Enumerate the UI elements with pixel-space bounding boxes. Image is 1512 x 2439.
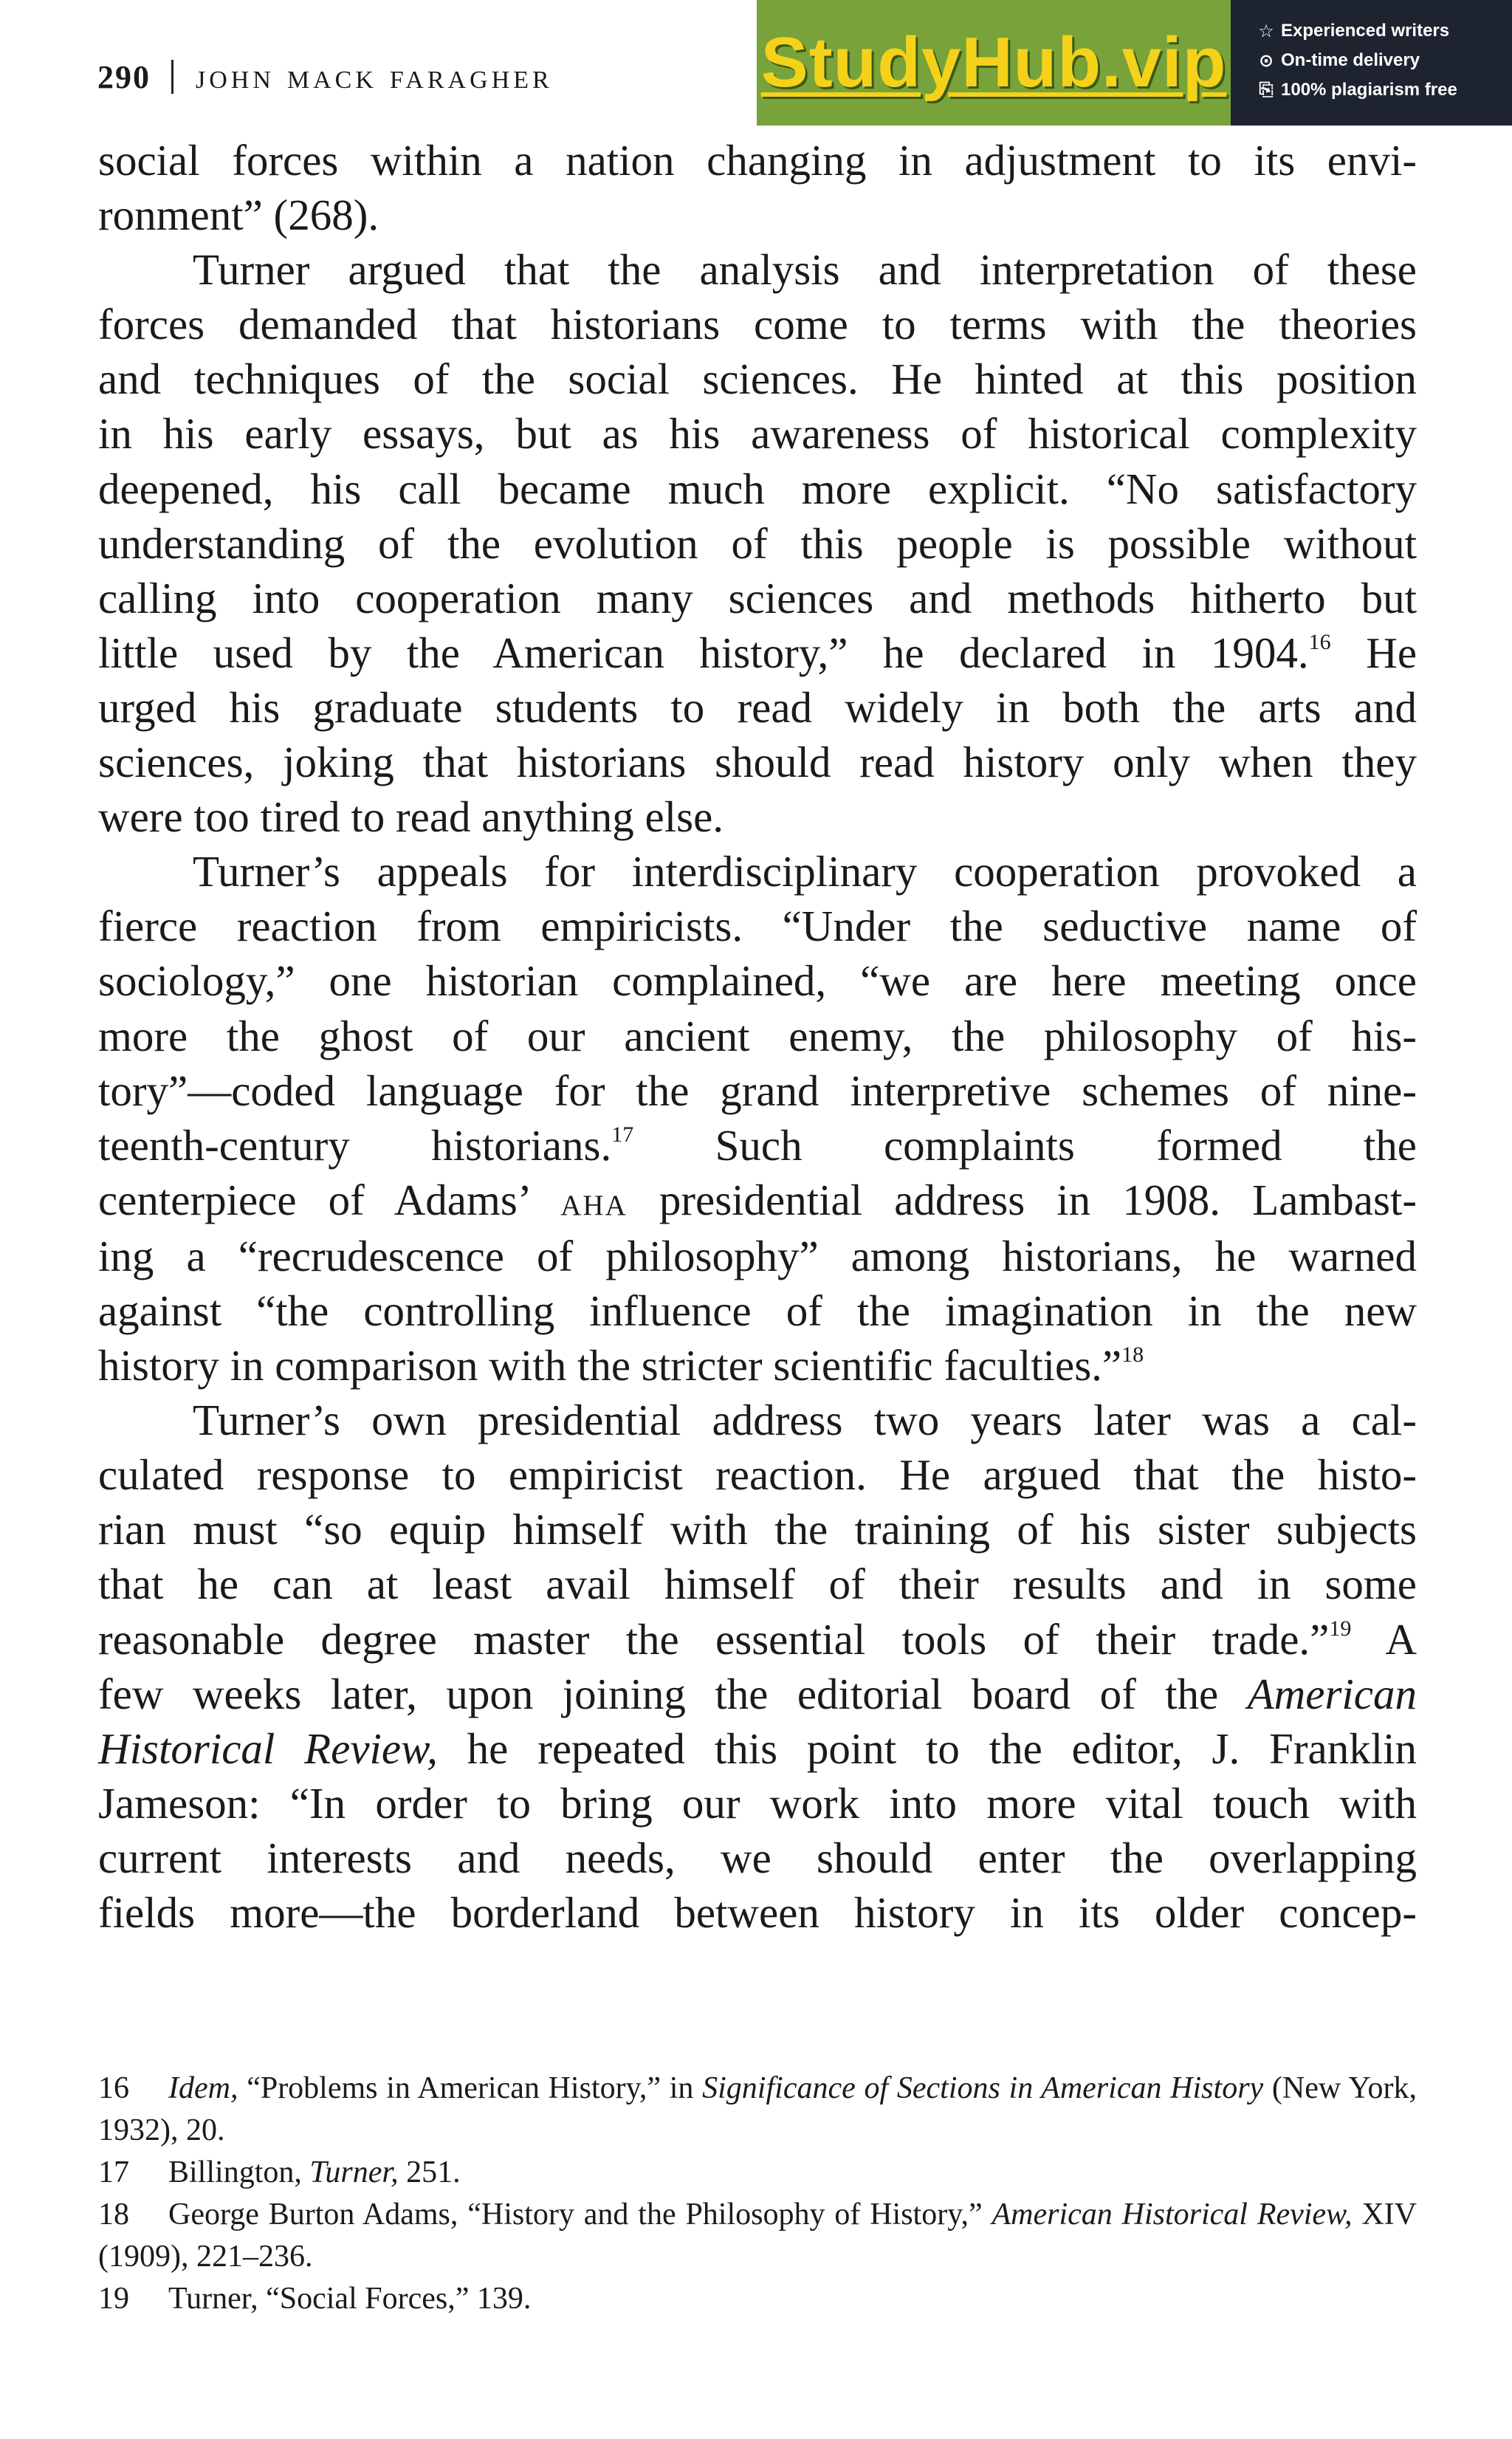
text-line: understanding of the evolution of this people is possible without — [98, 518, 1417, 568]
text-line: tory”—coded language for the grand interpretive schemes of nine- — [98, 1066, 1417, 1115]
text-line: social forces within a nation changing in adjustment to its envi- — [98, 136, 1417, 185]
paragraph — [98, 133, 1417, 242]
footnote-16: 16 Idem, “Problems in American History,” in Significance of Sections in American History (New York, 1932), 20. — [98, 2071, 1417, 2147]
badge-writers-label: Experienced writers — [1281, 21, 1450, 41]
clock-icon: ⊙ — [1258, 50, 1274, 71]
brand-logo[interactable]: StudyHub.vip — [760, 23, 1227, 102]
text-line: forces demanded that historians come to terms with the theories — [98, 300, 1417, 349]
text-line: calling into cooperation many sciences and methods hitherto but — [98, 573, 1417, 622]
studyhub-banner[interactable] — [757, 0, 1512, 126]
text-line: Turner’s appeals for interdisciplinary cooperation provoked a — [193, 847, 1417, 896]
text-line: little used by the American history,” he declared in 1904.16 He — [98, 628, 1418, 677]
text-line: Turner argued that the analysis and interpretation of these — [193, 245, 1417, 295]
text-line: Jameson: “In order to bring our work into more vital touch with — [98, 1778, 1417, 1828]
text-line: teenth-century historians.$^{17}$ Such complaints formed the — [98, 1120, 1417, 1170]
journal-title: American — [1247, 1669, 1417, 1718]
text-line: against “the controlling influence of the imagination in the new — [98, 1286, 1417, 1335]
running-header — [97, 56, 553, 97]
paragraph — [98, 242, 1417, 844]
badge-delivery — [1257, 46, 1512, 75]
text-line: current interests and needs, we should enter the overlapping — [98, 1833, 1417, 1882]
journal-title: Historical Review, — [98, 1723, 438, 1773]
badge-delivery-label: On-time delivery — [1281, 50, 1420, 70]
footnote-ref-16: 16 — [1308, 629, 1331, 654]
text-line: and techniques of the social sciences. He hinted at this position — [98, 354, 1417, 404]
body-text — [98, 133, 1417, 1940]
aha-acronym: aha — [560, 1178, 628, 1224]
footnote-ref-18: 18 — [1121, 1342, 1144, 1368]
footnote-18: 18 George Burton Adams, “History and the Philosophy of History,” American Historical Review, XIV (1909), 221–236. — [98, 2198, 1417, 2274]
text-line: Historical Review, he repeated this point to the editor, J. Franklin — [98, 1723, 1417, 1773]
text-line: history in comparison with the stricter scientific faculties.”$^{18}$ — [98, 1341, 1144, 1390]
text-line: that he can at least avail himself of their results and in some — [98, 1560, 1417, 1609]
footnote-ref-17: 17 — [611, 1122, 634, 1147]
footnote-19: 19 Turner, “Social Forces,” 139. — [98, 2282, 532, 2316]
badge-plagiarism — [1257, 75, 1512, 105]
text-line: reasonable degree master the essential tools of their trade.”$^{19}$ A — [98, 1614, 1417, 1664]
text-line: deepened, his call became much more explicit. “No satisfactory — [98, 464, 1417, 513]
text-line: sciences, joking that historians should read history only when they — [98, 738, 1417, 787]
text-line: centerpiece of Adams’ aha presidential address in 1908. Lambast- — [98, 1175, 1417, 1224]
badge-writers — [1257, 16, 1512, 46]
text-line: Turner’s own presidential address two years later was a cal- — [193, 1396, 1417, 1445]
badge-plagiarism-label: 100% plagiarism free — [1281, 80, 1457, 100]
footnote-17: 17 Billington, Turner, 251. — [98, 2155, 461, 2189]
text-line: fierce reaction from empiricists. “Under the seductive name of — [98, 902, 1417, 951]
paragraph — [98, 844, 1417, 1393]
text-line: more the ghost of our ancient enemy, the philosophy of his- — [98, 1011, 1417, 1060]
star-icon: ☆ — [1258, 21, 1274, 41]
text-line: few weeks later, upon joining the editorial board of the American — [98, 1669, 1417, 1718]
document-icon: ⎘ — [1259, 80, 1274, 100]
text-line: rian must “so equip himself with the training of his sister subjects — [98, 1505, 1417, 1554]
brand-block[interactable] — [757, 0, 1231, 126]
footnote-ref-19: 19 — [1329, 1616, 1352, 1641]
text-line: culated response to empiricist reaction. He argued that the histo- — [98, 1450, 1417, 1500]
text-line: urged his graduate students to read widely in both the arts and — [98, 682, 1417, 732]
page-number: 290 — [97, 59, 151, 95]
feature-badges — [1231, 0, 1512, 126]
text-line: fields more—the borderland between history in its older concep- — [98, 1888, 1417, 1937]
text-line: in his early essays, but as his awareness of historical complexity — [98, 409, 1417, 459]
running-author: john mack faragher — [196, 57, 553, 96]
text-line: ronment” (268). — [98, 191, 379, 240]
text-line: were too tired to read anything else. — [98, 792, 724, 842]
header-divider — [171, 60, 173, 94]
paragraph — [98, 1393, 1417, 1940]
footnotes — [98, 2068, 1417, 2320]
text-line: ing a “recrudescence of philosophy” among historians, he warned — [98, 1231, 1417, 1280]
text-line: sociology,” one historian complained, “we are here meeting once — [98, 956, 1417, 1006]
